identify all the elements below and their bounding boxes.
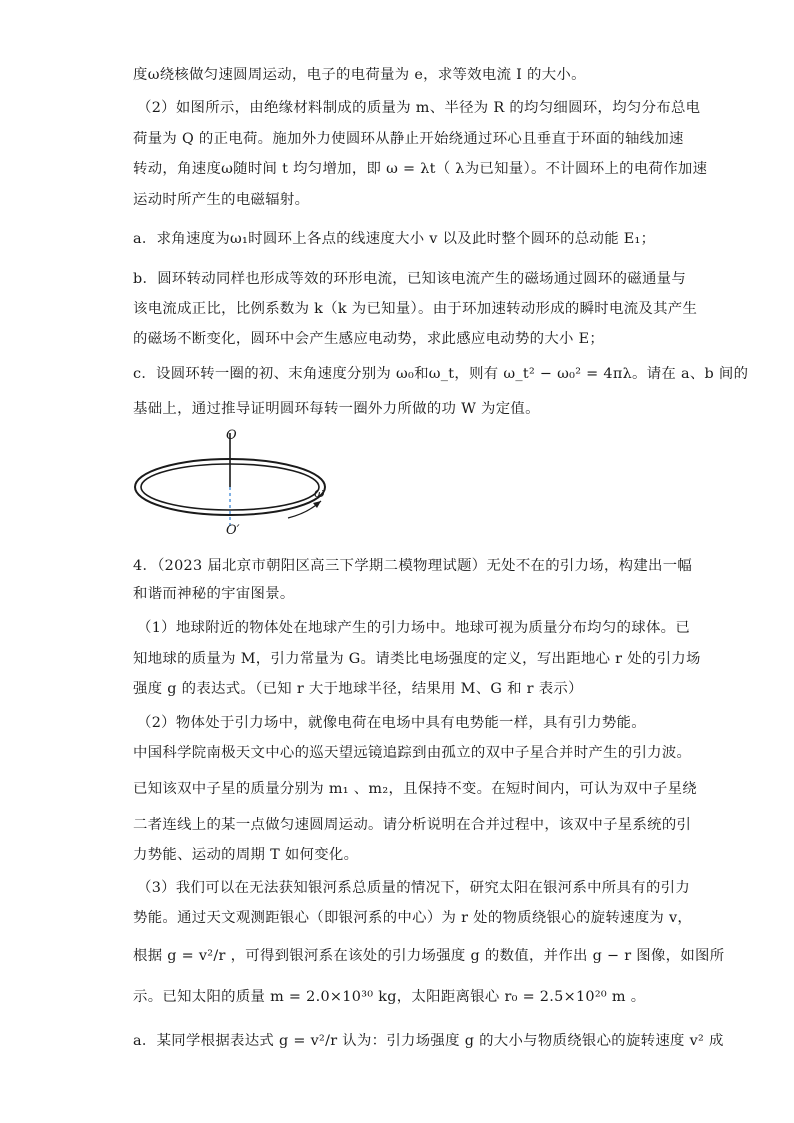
label-axis-top: O bbox=[226, 428, 237, 443]
text-line: 二者连线上的某一点做匀速圆周运动。请分析说明在合并过程中，该双中子星系统的引 bbox=[133, 817, 692, 833]
text-line: 该电流成正比，比例系数为 k（k 为已知量）。由于环加速转动形成的瞬时电流及其产生 bbox=[133, 301, 698, 317]
label-axis-bottom: O′ bbox=[226, 523, 240, 538]
text-line: 已知该双中子星的质量分别为 m₁ 、m₂，且保持不变。在短时间内，可认为双中子星绕 bbox=[133, 781, 697, 797]
text-line: c．设圆环转一圈的初、末角速度分别为 ω₀和ω_t，则有 ω_t² − ω₀² = 4πλ。请在 a、b 间的 bbox=[133, 366, 749, 382]
text-line: 基础上，通过推导证明圆环每转一圈外力所做的功 W 为定值。 bbox=[133, 401, 540, 417]
text-line: 根据 g = v²/r ，可得到银河系在该处的引力场强度 g 的数值，并作出 g − r 图像，如图所 bbox=[133, 948, 725, 964]
text-line: 示。已知太阳的质量 m = 2.0×10³⁰ kg，太阳距离银心 r₀ = 2.5×10²⁰ m 。 bbox=[133, 989, 646, 1005]
text-line: 荷量为 Q 的正电荷。施加外力使圆环从静止开始绕通过环心且垂直于环面的轴线加速 bbox=[133, 131, 684, 147]
text-line: 势能。通过天文观测距银心（即银河系的中心）为 r 处的物质绕银心的旋转速度为 v， bbox=[133, 910, 693, 926]
text-line: 和谐而神秘的宇宙图景。 bbox=[133, 586, 295, 602]
text-line: 力势能、运动的周期 T 如何变化。 bbox=[133, 847, 359, 863]
text-line: 强度 g 的表达式。（已知 r 大于地球半径，结果用 M、G 和 r 表示） bbox=[133, 681, 583, 697]
text-line: 4．（2023 届北京市朝阳区高三下学期二模物理试题）无处不在的引力场，构建出一幅 bbox=[133, 558, 693, 574]
text-line: a．求角速度为ω₁时圆环上各点的线速度大小 v 以及此时整个圆环的总动能 E₁； bbox=[133, 231, 656, 247]
text-line: 的磁场不断变化，圆环中会产生感应电动势，求此感应电动势的大小 E； bbox=[133, 331, 605, 347]
label-omega: ω bbox=[314, 486, 325, 501]
text-line: 中国科学院南极天文中心的巡天望远镜追踪到由孤立的双中子星合并时产生的引力波。 bbox=[133, 745, 692, 761]
text-line: （3）我们可以在无法获知银河系总质量的情况下，研究太阳在银河系中所具有的引力 bbox=[137, 880, 691, 896]
text-line: （2）物体处于引力场中，就像电荷在电场中具有电势能一样，具有引力势能。 bbox=[137, 715, 646, 731]
text-line: 运动时所产生的电磁辐射。 bbox=[133, 192, 310, 208]
text-line: b．圆环转动同样也形成等效的环形电流，已知该电流产生的磁场通过圆环的磁通量与 bbox=[133, 271, 687, 287]
text-line: a．某同学根据表达式 g = v²/r 认为：引力场强度 g 的大小与物质绕银心的旋转速度 v² 成 bbox=[133, 1033, 724, 1049]
text-line: 知地球的质量为 M，引力常量为 G。请类比电场强度的定义，写出距地心 r 处的引力场 bbox=[133, 651, 701, 667]
text-line: 度ω绕核做匀速圆周运动，电子的电荷量为 e，求等效电流 I 的大小。 bbox=[133, 67, 586, 83]
text-line: （2）如图所示，由绝缘材料制成的质量为 m、半径为 R 的均匀细圆环，均匀分布总电 bbox=[137, 100, 701, 116]
text-line: （1）地球附近的物体处在地球产生的引力场中。地球可视为质量分布均匀的球体。已 bbox=[137, 620, 691, 636]
text-line: 转动，角速度ω随时间 t 均匀增加，即 ω = λt（ λ为已知量）。不计圆环上的电荷作加速 bbox=[133, 161, 708, 177]
